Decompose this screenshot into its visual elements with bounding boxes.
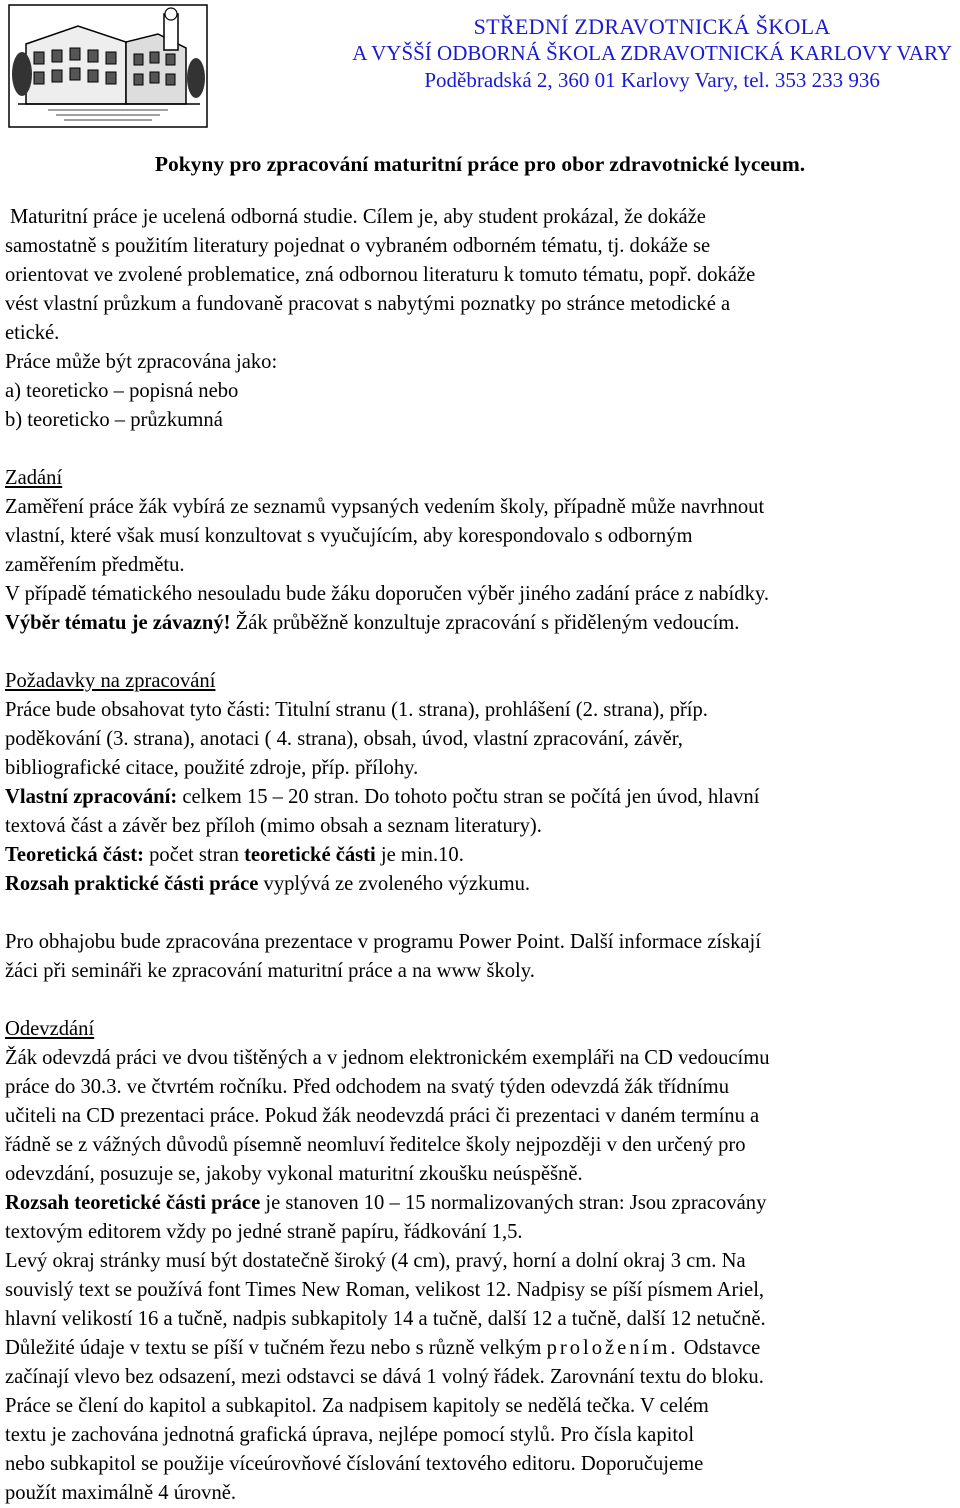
odevzdani-line: Žák odevzdá práci ve dvou tištěných a v jednom elektronickém exempláři na CD vedoucímu [5, 1047, 770, 1069]
odevzdani-line: řádně se z vážných důvodů písemně neomluví ředitelce školy nejpozději v den určený pro [5, 1134, 746, 1156]
zadani-line: Zaměření práce žák vybírá ze seznamů vypsaných vedením školy, případně může navrhnout [5, 496, 765, 518]
odevzdani-line: učiteli na CD prezentaci práce. Pokud žák neodevzdá práci či prezentaci v daném termínu a [5, 1105, 760, 1127]
odevzdani-line: použít maximálně 4 úrovně. [5, 1482, 237, 1504]
odevzdani-line: souvislý text se používá font Times New Roman, velikost 12. Nadpisy se píší písmem Ariel, [5, 1279, 765, 1301]
odevzdani-line: Práce se člení do kapitol a subkapitol. Za nadpisem kapitoly se nedělá tečka. V celém [5, 1395, 709, 1417]
pozadavky-line: Vlastní zpracování: celkem 15 – 20 stran. Do tohoto počtu stran se počítá jen úvod, hlavní [5, 786, 760, 808]
bold-text: Vlastní zpracování: [5, 786, 178, 808]
obhajoba-line: žáci při semináři ke zpracování maturitní práce a na www školy. [5, 960, 535, 982]
intro-line: samostatně s použitím literatury pojednat o vybraném odborném tématu, tj. dokáže se [5, 235, 711, 257]
obhajoba-line: Pro obhajobu bude zpracována prezentace v programu Power Point. Další informace získají [5, 931, 761, 953]
pozadavky-line: poděkování (3. strana), anotaci ( 4. strana), obsah, úvod, vlastní zpracování, závěr, [5, 728, 683, 750]
section-heading-odevzdani: Odevzdání [5, 1018, 95, 1040]
school-name-secondary: A VYŠŠÍ ODBORNÁ ŠKOLA ZDRAVOTNICKÁ KARLOVY VARY [352, 41, 952, 65]
odevzdani-line: práce do 30.3. ve čtvrtém ročníku. Před odchodem na svatý týden odevzdá žák třídnímu [5, 1076, 729, 1098]
intro-line: orientovat ve zvolené problematice, zná odbornou literaturu k tomuto tématu, popř. dokáže [5, 264, 756, 286]
odevzdani-line: textu je zachována jednotná grafická úprava, nejlépe pomocí stylů. Pro čísla kapitol [5, 1424, 695, 1446]
school-building-logo [8, 4, 208, 128]
zadani-line: Výběr tématu je závazný! Žák průběžně konzultuje zpracování s přiděleným vedoucím. [5, 612, 740, 634]
intro-line: vést vlastní průzkum a fundovaně pracovat s nabytými poznatky po stránce metodické a [5, 293, 731, 315]
section-heading-zadani: Zadání [5, 467, 63, 489]
intro-option-a: a) teoreticko – popisná nebo [5, 380, 239, 402]
section-heading-pozadavky: Požadavky na zpracování [5, 670, 216, 692]
zadani-line: zaměřením předmětu. [5, 554, 185, 576]
document-body [5, 203, 953, 1508]
school-name: STŘEDNÍ ZDRAVOTNICKÁ ŠKOLA [473, 14, 831, 39]
intro-option-b: b) teoreticko – průzkumná [5, 409, 223, 431]
page-title: Pokyny pro zpracování maturitní práce pro obor zdravotnické lyceum. [154, 152, 806, 176]
pozadavky-line: textová část a závěr bez příloh (mimo obsah a seznam literatury). [5, 815, 542, 837]
pozadavky-line: bibliografické citace, použité zdroje, příp. přílohy. [5, 757, 419, 779]
pozadavky-line: Teoretická část: počet stran teoretické části je min.10. [5, 844, 464, 866]
odevzdani-line: hlavní velikostí 16 a tučně, nadpis subkapitoly 14 a tučně, další 12 a tučně, další 12 netučně. [5, 1308, 766, 1330]
odevzdani-line: odevzdání, posuzuje se, jakoby vykonal maturitní zkoušku neúspěšně. [5, 1163, 583, 1185]
zadani-line: V případě tématického nesouladu bude žáku doporučen výběr jiného zadání práce z nabídky. [5, 583, 769, 605]
intro-line: Maturitní práce je ucelená odborná studie. Cílem je, aby student prokázal, že dokáže [10, 206, 706, 228]
school-info [352, 14, 952, 94]
odevzdani-line: textovým editorem vždy po jedné straně papíru, řádkování 1,5. [5, 1221, 523, 1243]
odevzdani-line: nebo subkapitol se použije víceúrovňové číslování textového editoru. Doporučujeme [5, 1453, 704, 1475]
bold-text: Rozsah teoretické části práce [5, 1192, 261, 1214]
bold-text: Výběr tématu je závazný! [5, 612, 231, 634]
zadani-line: vlastní, které však musí konzultovat s vyučujícím, aby korespondovalo s odborným [5, 525, 693, 547]
pozadavky-line: Rozsah praktické části práce vyplývá ze zvoleného výzkumu. [5, 873, 531, 895]
bold-text: Rozsah praktické části práce [5, 873, 259, 895]
odevzdani-line: Důležité údaje v textu se píší v tučném řezu nebo s různě velkým proložením. Odstavce [5, 1337, 761, 1359]
intro-line: etické. [5, 322, 60, 344]
letterhead [0, 0, 960, 132]
bold-text: teoretické části [244, 844, 376, 866]
odevzdani-line: začínají vlevo bez odsazení, mezi odstavci se dává 1 volný řádek. Zarovnání textu do bloku. [5, 1366, 764, 1388]
odevzdani-line: Rozsah teoretické části práce je stanoven 10 – 15 normalizovaných stran: Jsou zpracovány [5, 1192, 767, 1214]
intro-line: Práce může být zpracována jako: [5, 351, 278, 373]
school-address: Poděbradská 2, 360 01 Karlovy Vary, tel. 353 233 936 [424, 68, 880, 92]
odevzdani-line: Levý okraj stránky musí být dostatečně široký (4 cm), pravý, horní a dolní okraj 3 cm. Na [5, 1250, 746, 1272]
bold-text: Teoretická část: [5, 844, 144, 866]
pozadavky-line: Práce bude obsahovat tyto části: Titulní stranu (1. strana), prohlášení (2. strana), příp. [5, 699, 708, 721]
spaced-text: proložením. [546, 1337, 679, 1359]
